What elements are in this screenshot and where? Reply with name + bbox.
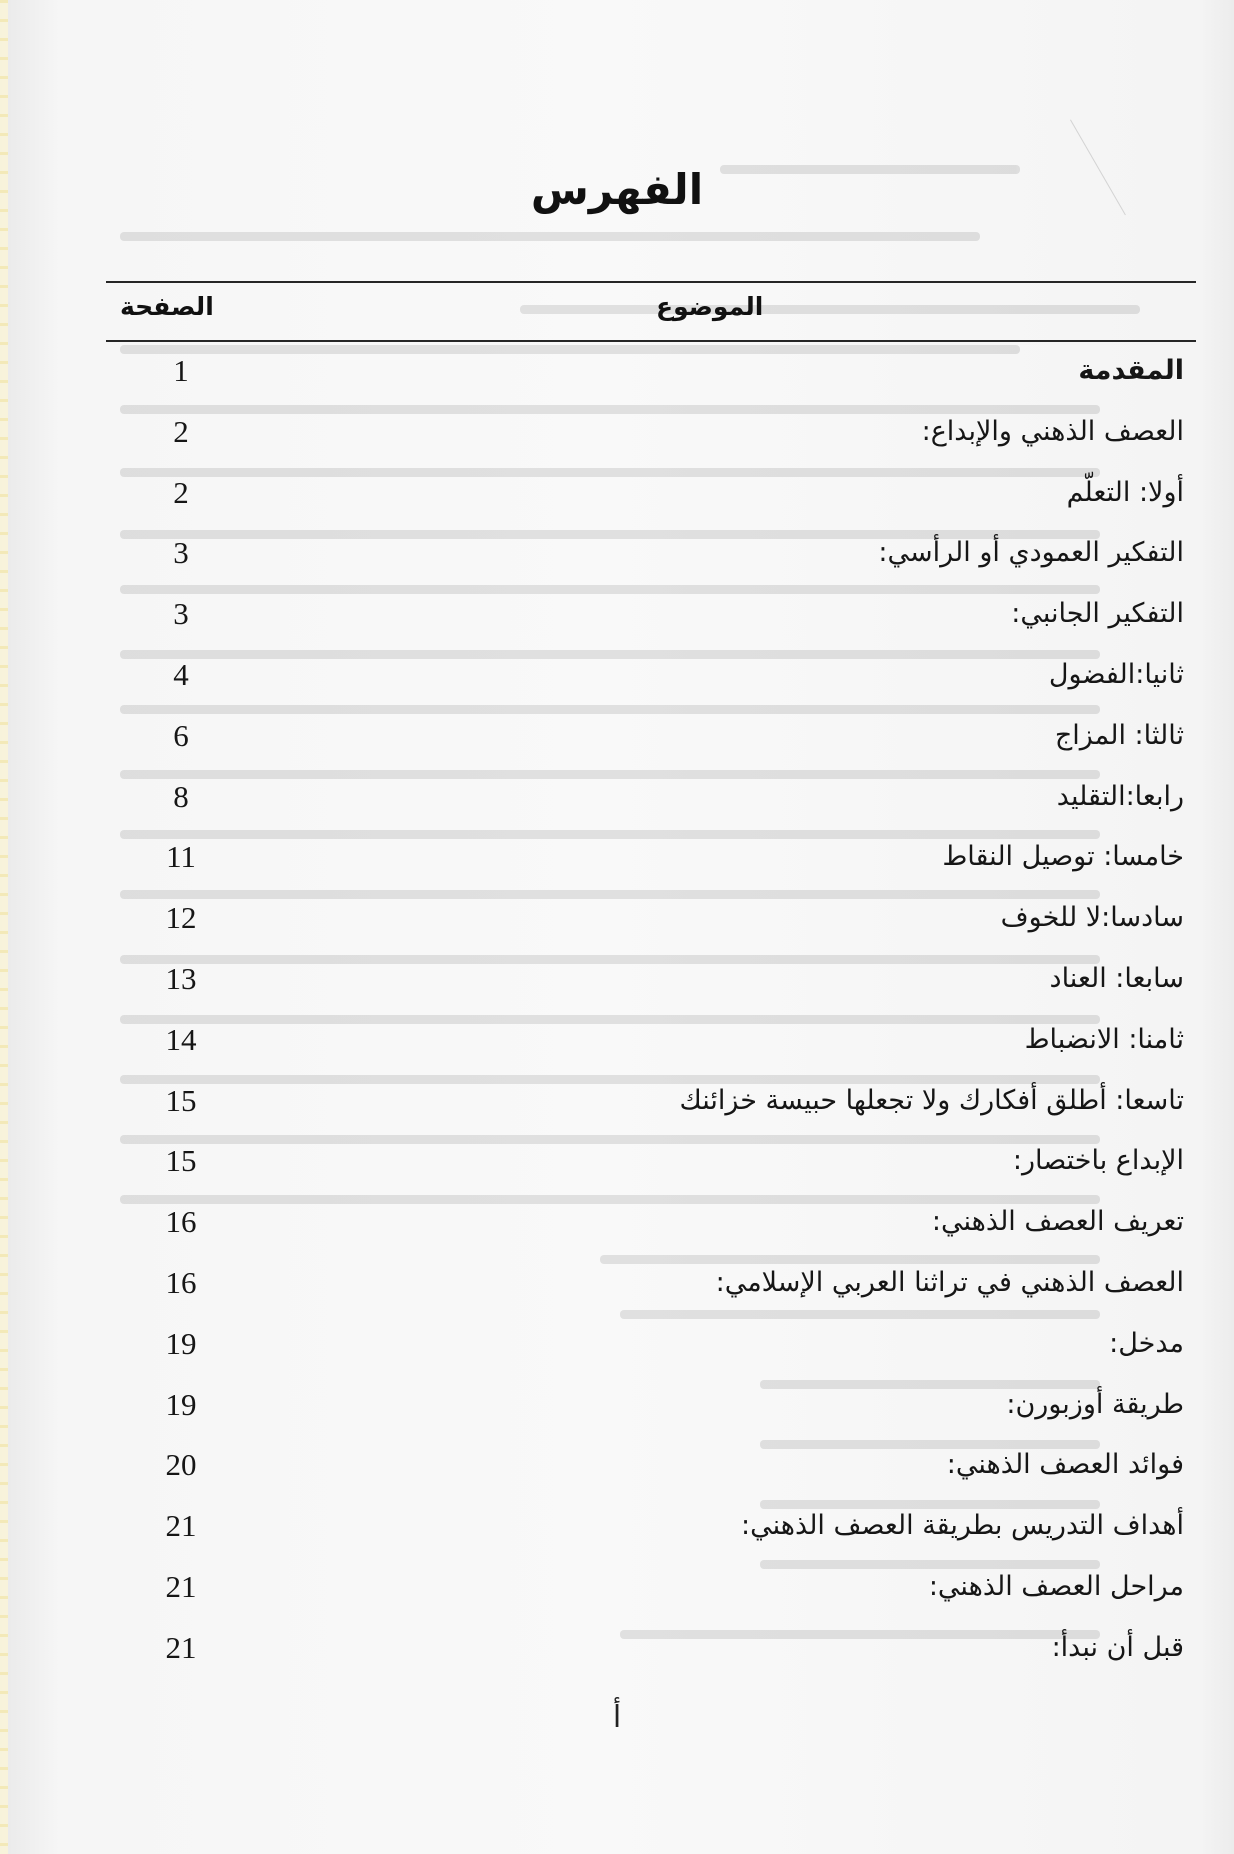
toc-entry-page: 3 [173, 596, 189, 632]
header-topic-label: الموضوع [656, 292, 764, 321]
toc-entry-page: 12 [165, 900, 197, 936]
toc-row [106, 1078, 1196, 1124]
toc-row [106, 1017, 1196, 1063]
toc-entry-topic: سادسا:لا للخوف [1000, 902, 1184, 934]
page-title: الفهرس [530, 165, 704, 214]
toc-row [106, 1625, 1196, 1671]
toc-entry-topic: الإبداع باختصار: [1012, 1145, 1184, 1177]
header-top-rule [106, 281, 1196, 283]
toc-entry-page: 3 [173, 535, 189, 571]
toc-entry-topic: أهداف التدريس بطريقة العصف الذهني: [741, 1510, 1184, 1542]
toc-entry-topic: مدخل: [1109, 1327, 1184, 1359]
toc-entry-topic: تعريف العصف الذهني: [931, 1206, 1184, 1238]
toc-row [106, 1442, 1196, 1488]
toc-entry-page: 6 [173, 717, 189, 753]
toc-entry-topic: التفكير العمودي أو الرأسي: [878, 537, 1184, 569]
toc-entry-page: 4 [173, 657, 189, 692]
toc-row [106, 1503, 1196, 1549]
toc-entry-page: 13 [165, 961, 197, 996]
toc-row [106, 470, 1196, 516]
toc-entry-page: 20 [165, 1447, 197, 1483]
toc-entry-page: 11 [166, 839, 196, 875]
toc-entry-page: 8 [173, 778, 189, 814]
toc-row [106, 591, 1196, 637]
toc-entry-topic: ثامنا: الانضباط [1024, 1023, 1184, 1055]
toc-entry-topic: العصف الذهني والإبداع: [921, 415, 1184, 447]
toc-entry-page: 1 [173, 353, 189, 388]
toc-entry-topic: المقدمة [1078, 355, 1184, 386]
toc-entry-topic: طريقة أوزبورن: [1006, 1388, 1184, 1420]
toc-entry-page: 2 [173, 413, 189, 449]
toc-row [106, 348, 1196, 394]
toc-row [106, 895, 1196, 941]
toc-entry-topic: قبل أن نبدأ: [1051, 1631, 1184, 1663]
toc-row [106, 1138, 1196, 1184]
toc-header-row [106, 292, 1196, 332]
toc-row [106, 774, 1196, 820]
toc-entry-topic: مراحل العصف الذهني: [928, 1571, 1184, 1602]
toc-row [106, 956, 1196, 1002]
toc-entry-topic: سابعا: العناد [1049, 963, 1184, 994]
toc-row [106, 1260, 1196, 1306]
toc-row [106, 1382, 1196, 1428]
toc-row [106, 1199, 1196, 1245]
page-number-footer: أ [612, 1700, 622, 1735]
toc-row [106, 530, 1196, 576]
toc-entry-topic: تاسعا: أطلق أفكارك ولا تجعلها حبيسة خزائنك [679, 1084, 1184, 1116]
page-edge-strip [0, 0, 8, 1854]
toc-entry-topic: أولا: التعلّم [1066, 476, 1184, 508]
toc-row [106, 834, 1196, 880]
toc-entry-topic: ثالثا: المزاج [1054, 719, 1184, 751]
toc-entry-page: 16 [165, 1204, 197, 1240]
toc-entry-page: 16 [165, 1265, 197, 1300]
toc-entry-topic: ثانيا:الفضول [1048, 659, 1184, 690]
toc-entry-page: 21 [165, 1508, 197, 1544]
toc-entry-page: 21 [165, 1629, 197, 1665]
toc-row [106, 1321, 1196, 1367]
toc-entry-page: 21 [165, 1569, 197, 1604]
toc-entry-page: 19 [165, 1325, 197, 1361]
toc-entry-page: 15 [165, 1143, 197, 1179]
toc-entry-page: 15 [165, 1082, 197, 1118]
toc-entry-topic: فوائد العصف الذهني: [946, 1449, 1184, 1481]
toc-entry-topic: التفكير الجانبي: [1011, 598, 1184, 630]
toc-entry-page: 14 [165, 1021, 197, 1057]
toc-row [106, 652, 1196, 698]
toc-row [106, 409, 1196, 455]
toc-entry-topic: خامسا: توصيل النقاط [942, 841, 1184, 873]
toc-row [106, 713, 1196, 759]
toc-entry-topic: العصف الذهني في تراثنا العربي الإسلامي: [715, 1267, 1184, 1298]
toc-row [106, 1564, 1196, 1610]
header-bottom-rule [106, 340, 1196, 342]
header-page-label: الصفحة [120, 292, 214, 321]
toc-entry-page: 19 [165, 1386, 197, 1422]
toc-entry-topic: رابعا:التقليد [1056, 780, 1184, 812]
toc-entry-page: 2 [173, 474, 189, 510]
